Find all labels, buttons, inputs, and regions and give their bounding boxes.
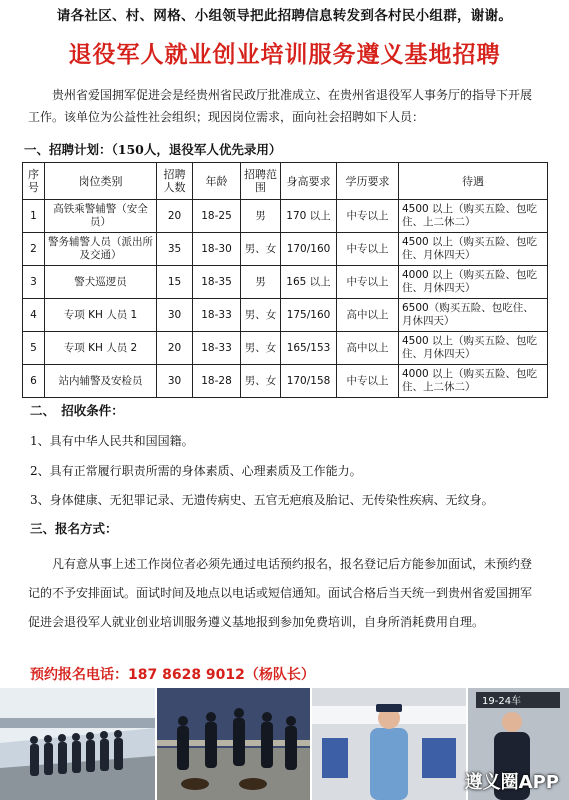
table-row (23, 233, 548, 266)
header-cell: 身高要求 (281, 163, 337, 200)
table-cell: 专项 KH 人员 2 (45, 332, 157, 365)
table-cell: 4 (23, 299, 45, 332)
table-cell: 170 以上 (281, 200, 337, 233)
photo-platform-officers (0, 688, 155, 800)
header-cell: 岗位类别 (45, 163, 157, 200)
table-cell: 男 (241, 200, 281, 233)
table-cell: 中专以上 (337, 365, 399, 398)
table-cell: 30 (157, 365, 193, 398)
recruitment-table (22, 162, 548, 398)
section-registration: 三、报名方式： (30, 521, 118, 536)
table-cell: 18-28 (193, 365, 241, 398)
header-cell: 招聘范围 (241, 163, 281, 200)
table-cell: 中专以上 (337, 233, 399, 266)
section-conditions: 二、 招收条件： (30, 403, 124, 418)
header-cell: 学历要求 (337, 163, 399, 200)
table-cell: 男、女 (241, 299, 281, 332)
condition-item: 2、具有正常履行职责所需的身体素质、心理素质及工作能力。 (30, 464, 362, 478)
table-row (23, 266, 548, 299)
intro-paragraph: 贵州省爱国拥军促进会是经贵州省民政厅批准成立、在贵州省退役军人事务厅的指导下开展工作。该单位为公益性社会组织；现因岗位需求，面向社会招聘如下人员： (28, 88, 533, 124)
table-cell: 165/153 (281, 332, 337, 365)
platform-sign: 19-24车 (482, 696, 522, 707)
table-cell: 高铁乘警辅警（安全员） (45, 200, 157, 233)
registration-paragraph: 凡有意从事上述工作岗位者必须先通过电话预约报名，报名登记后方能参加面试，未预约登记的不予安排面试。面试时间及地点以电话或短信通知。面试合格后当天统一到贵州省爱国拥军促进会退役军人就业创业培训服务遵义基地报到参加免费培训，自身所消耗费用自理。 (28, 557, 533, 629)
section-recruitment-plan: 一、招聘计划：（150人，退役军人优先录用） (24, 142, 282, 157)
table-cell: 男、女 (241, 233, 281, 266)
table-cell: 175/160 (281, 299, 337, 332)
table-row (23, 299, 548, 332)
table-cell: 15 (157, 266, 193, 299)
table-cell: 20 (157, 332, 193, 365)
table-cell: 170/160 (281, 233, 337, 266)
table-cell: 18-25 (193, 200, 241, 233)
table-cell: 30 (157, 299, 193, 332)
header-cell: 招聘人数 (157, 163, 193, 200)
table-cell: 4500 以上（购买五险、包吃住、月休四天） (399, 233, 548, 266)
top-note: 请各社区、村、网格、小组领导把此招聘信息转发到各村民小组群，谢谢。 (56, 8, 513, 24)
table-cell: 4000 以上（购买五险、包吃住、月休四天） (399, 266, 548, 299)
table-cell: 35 (157, 233, 193, 266)
table-cell: 警务辅警人员（派出所及交通） (45, 233, 157, 266)
table-cell: 专项 KH 人员 1 (45, 299, 157, 332)
table-cell: 1 (23, 200, 45, 233)
table-cell: 5 (23, 332, 45, 365)
table-cell: 男、女 (241, 365, 281, 398)
photo-strip (0, 688, 569, 800)
table-cell: 中专以上 (337, 266, 399, 299)
table-header-row (23, 163, 548, 200)
watermark-logo: 遵义圈APP (464, 772, 559, 793)
table-cell: 高中以上 (337, 332, 399, 365)
table-row (23, 365, 548, 398)
header-cell: 待遇 (399, 163, 548, 200)
condition-item: 3、身体健康、无犯罪记录、无遗传病史、五官无疤痕及胎记、无传染性疾病、无纹身。 (30, 493, 494, 507)
table-row (23, 332, 548, 365)
table-cell: 2 (23, 233, 45, 266)
table-cell: 男、女 (241, 332, 281, 365)
table-cell: 3 (23, 266, 45, 299)
table-cell: 6500（购买五险、包吃住、月休四天） (399, 299, 548, 332)
table-cell: 警犬巡逻员 (45, 266, 157, 299)
table-cell: 20 (157, 200, 193, 233)
header-cell: 序号 (23, 163, 45, 200)
table-cell: 18-33 (193, 332, 241, 365)
table-cell: 4000 以上（购买五险、包吃住、上二休二） (399, 365, 548, 398)
table-cell: 170/158 (281, 365, 337, 398)
contact-phone: 预约报名电话：187 8628 9012（杨队长） (30, 667, 315, 683)
photo-dog-patrol (157, 688, 310, 800)
table-cell: 18-30 (193, 233, 241, 266)
table-cell: 男 (241, 266, 281, 299)
table-cell: 4500 以上（购买五险、包吃住、月休四天） (399, 332, 548, 365)
table-cell: 6 (23, 365, 45, 398)
page-title: 退役军人就业创业培训服务遵义基地招聘 (68, 42, 501, 68)
table-cell: 18-33 (193, 299, 241, 332)
header-cell: 年龄 (193, 163, 241, 200)
table-cell: 18-35 (193, 266, 241, 299)
photo-train-officer (312, 688, 466, 800)
table-cell: 165 以上 (281, 266, 337, 299)
table-cell: 站内辅警及安检员 (45, 365, 157, 398)
table-cell: 高中以上 (337, 299, 399, 332)
table-cell: 中专以上 (337, 200, 399, 233)
table-cell: 4500 以上（购买五险、包吃住、上二休二） (399, 200, 548, 233)
table-row (23, 200, 548, 233)
condition-item: 1、具有中华人民共和国国籍。 (30, 434, 194, 448)
